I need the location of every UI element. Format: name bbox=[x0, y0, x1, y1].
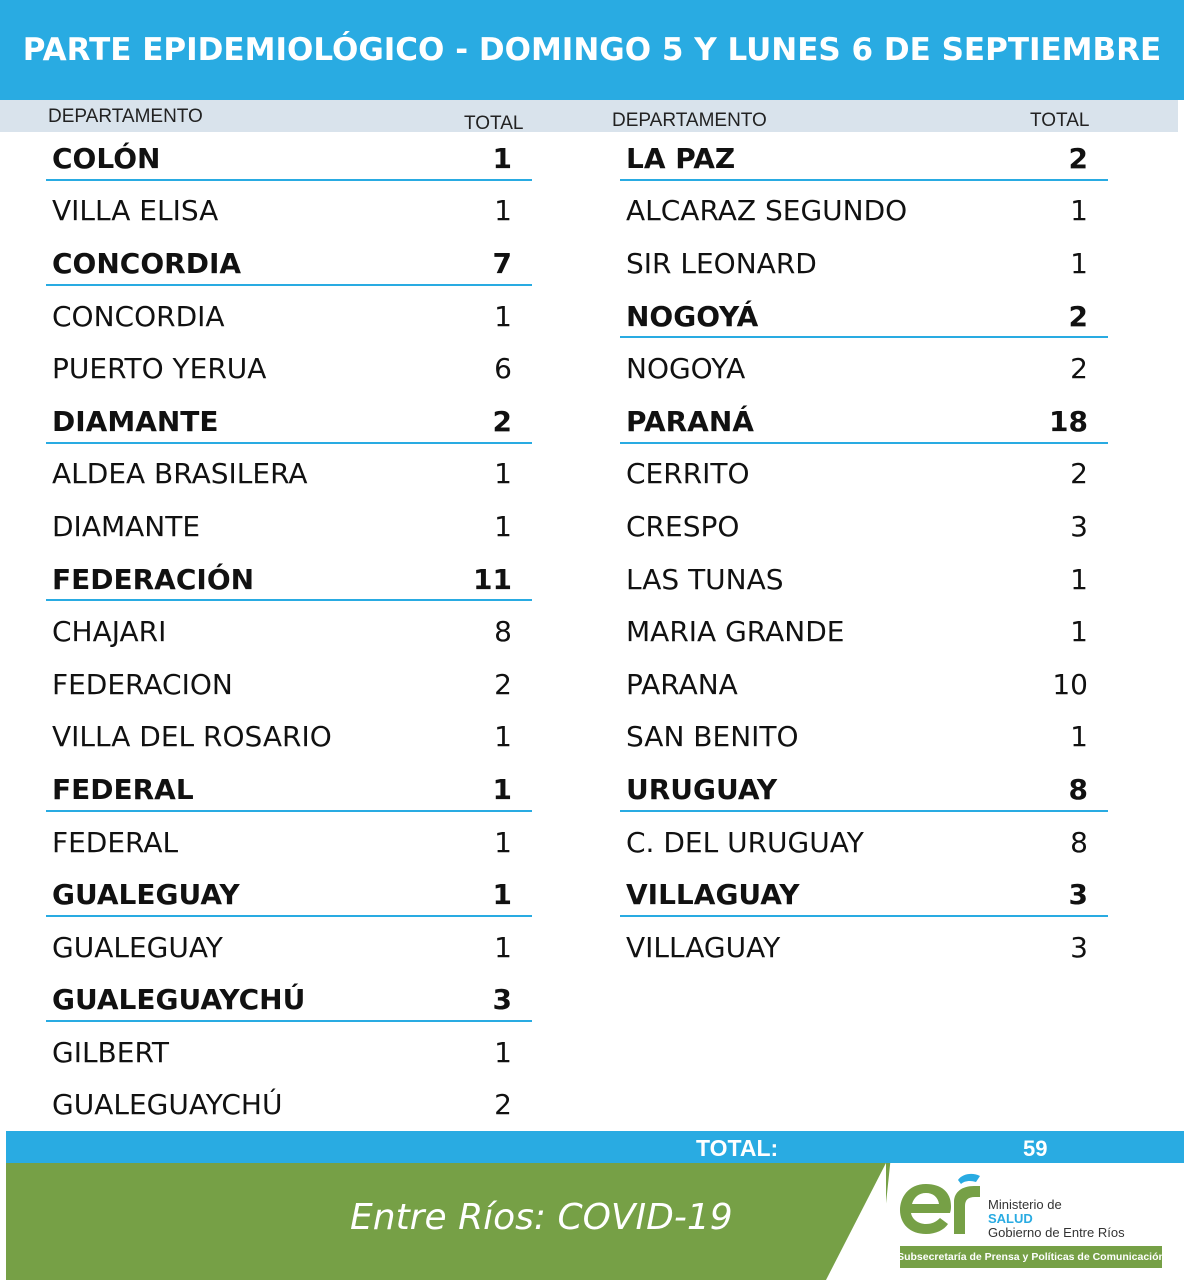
locality-row bbox=[46, 658, 532, 711]
row-value: 11 bbox=[473, 562, 512, 596]
locality-row bbox=[46, 500, 532, 553]
row-value: 2 bbox=[1070, 352, 1088, 386]
row-name: GUALEGUAYCHÚ bbox=[52, 1088, 283, 1122]
row-value: 1 bbox=[494, 299, 512, 333]
locality-row bbox=[620, 500, 1108, 553]
row-name: MARIA GRANDE bbox=[626, 615, 845, 649]
ministry-line3: Gobierno de Entre Ríos bbox=[988, 1225, 1125, 1240]
department-row bbox=[46, 395, 532, 448]
locality-row bbox=[620, 237, 1108, 290]
subsecretaria-bar: Subsecretaría de Prensa y Políticas de Comunicación bbox=[900, 1246, 1162, 1268]
locality-row bbox=[620, 711, 1108, 764]
row-value: 8 bbox=[1068, 772, 1088, 806]
row-name: NOGOYA bbox=[626, 352, 746, 386]
right-table bbox=[620, 132, 1108, 974]
row-name: VILLAGUAY bbox=[626, 878, 800, 912]
locality-row bbox=[620, 605, 1108, 658]
row-name: VILLA DEL ROSARIO bbox=[52, 720, 332, 754]
total-value: 59 bbox=[1023, 1136, 1048, 1161]
row-name: CONCORDIA bbox=[52, 246, 242, 280]
row-value: 1 bbox=[492, 141, 512, 175]
row-name: PUERTO YERUA bbox=[52, 352, 267, 386]
row-value: 6 bbox=[494, 352, 512, 386]
row-value: 1 bbox=[1070, 194, 1088, 228]
title-banner bbox=[0, 0, 1184, 100]
locality-row bbox=[46, 185, 532, 238]
row-name: NOGOYÁ bbox=[626, 299, 759, 333]
department-row bbox=[620, 132, 1108, 185]
department-row bbox=[46, 974, 532, 1027]
department-row bbox=[620, 290, 1108, 343]
row-name: SAN BENITO bbox=[626, 720, 799, 754]
ministry-line1: Ministerio de bbox=[988, 1197, 1062, 1212]
row-value: 3 bbox=[1070, 509, 1088, 543]
row-value: 1 bbox=[492, 772, 512, 806]
row-name: GUALEGUAY bbox=[52, 930, 223, 964]
row-name: GUALEGUAYCHÚ bbox=[52, 983, 306, 1017]
total-bar bbox=[6, 1131, 1184, 1163]
row-value: 1 bbox=[494, 825, 512, 859]
ministry-text bbox=[988, 1198, 1125, 1240]
row-value: 2 bbox=[494, 1088, 512, 1122]
locality-row bbox=[620, 921, 1108, 974]
row-value: 2 bbox=[1068, 141, 1088, 175]
row-value: 1 bbox=[1070, 562, 1088, 596]
department-row bbox=[620, 763, 1108, 816]
left-dept-header: DEPARTAMENTO bbox=[48, 106, 203, 127]
locality-row bbox=[46, 921, 532, 974]
left-total-header: TOTAL bbox=[464, 113, 524, 134]
row-value: 2 bbox=[492, 404, 512, 438]
row-name: DIAMANTE bbox=[52, 509, 201, 543]
locality-row bbox=[46, 711, 532, 764]
row-name: PARANÁ bbox=[626, 404, 754, 438]
right-dept-header: DEPARTAMENTO bbox=[612, 110, 767, 131]
row-value: 2 bbox=[1070, 457, 1088, 491]
row-name: FEDERAL bbox=[52, 825, 179, 859]
row-name: GUALEGUAY bbox=[52, 878, 240, 912]
row-value: 1 bbox=[494, 194, 512, 228]
row-value: 10 bbox=[1052, 667, 1088, 701]
ministry-line2: SALUD bbox=[988, 1211, 1033, 1226]
row-name: CERRITO bbox=[626, 457, 750, 491]
row-value: 3 bbox=[1070, 930, 1088, 964]
row-name: C. DEL URUGUAY bbox=[626, 825, 864, 859]
row-value: 1 bbox=[494, 930, 512, 964]
row-name: FEDERACION bbox=[52, 667, 233, 701]
department-row bbox=[620, 395, 1108, 448]
row-value: 18 bbox=[1049, 404, 1088, 438]
row-name: SIR LEONARD bbox=[626, 246, 817, 280]
row-value: 3 bbox=[1068, 878, 1088, 912]
row-value: 7 bbox=[492, 246, 512, 280]
department-row bbox=[46, 868, 532, 921]
row-name: LAS TUNAS bbox=[626, 562, 784, 596]
row-value: 1 bbox=[492, 878, 512, 912]
department-row bbox=[620, 868, 1108, 921]
footer-caption: Entre Ríos: COVID-19 bbox=[350, 1197, 733, 1238]
locality-row bbox=[620, 448, 1108, 501]
row-value: 1 bbox=[494, 509, 512, 543]
locality-row bbox=[620, 816, 1108, 869]
department-row bbox=[46, 132, 532, 185]
row-value: 3 bbox=[492, 983, 512, 1017]
row-value: 1 bbox=[1070, 615, 1088, 649]
row-value: 8 bbox=[494, 615, 512, 649]
department-row bbox=[46, 553, 532, 606]
locality-row bbox=[620, 185, 1108, 238]
locality-row bbox=[620, 658, 1108, 711]
page-title: PARTE EPIDEMIOLÓGICO - DOMINGO 5 Y LUNES 6 DE SEPTIEMBRE bbox=[22, 32, 1162, 68]
row-name: ALCARAZ SEGUNDO bbox=[626, 194, 908, 228]
row-name: DIAMANTE bbox=[52, 404, 219, 438]
row-value: 1 bbox=[494, 720, 512, 754]
row-value: 1 bbox=[1070, 720, 1088, 754]
row-name: CONCORDIA bbox=[52, 299, 225, 333]
locality-row bbox=[46, 605, 532, 658]
row-name: CHAJARI bbox=[52, 615, 167, 649]
locality-row bbox=[46, 1026, 532, 1079]
department-row bbox=[46, 763, 532, 816]
er-logo-icon bbox=[896, 1172, 986, 1244]
row-name: URUGUAY bbox=[626, 772, 778, 806]
row-value: 2 bbox=[1068, 299, 1088, 333]
locality-row bbox=[620, 553, 1108, 606]
row-name: PARANA bbox=[626, 667, 738, 701]
row-value: 1 bbox=[494, 457, 512, 491]
locality-row bbox=[46, 816, 532, 869]
row-name: CRESPO bbox=[626, 509, 740, 543]
total-label: TOTAL: bbox=[696, 1135, 779, 1161]
row-name: GILBERT bbox=[52, 1035, 169, 1069]
locality-row bbox=[46, 1079, 532, 1132]
department-row bbox=[46, 237, 532, 290]
row-name: FEDERAL bbox=[52, 772, 194, 806]
row-name: VILLAGUAY bbox=[626, 930, 781, 964]
row-value: 1 bbox=[494, 1035, 512, 1069]
row-value: 1 bbox=[1070, 246, 1088, 280]
locality-row bbox=[46, 448, 532, 501]
right-total-header: TOTAL bbox=[1030, 110, 1090, 131]
locality-row bbox=[46, 342, 532, 395]
row-name: COLÓN bbox=[52, 141, 161, 175]
row-name: VILLA ELISA bbox=[52, 194, 219, 228]
row-value: 8 bbox=[1070, 825, 1088, 859]
row-name: ALDEA BRASILERA bbox=[52, 457, 308, 491]
locality-row bbox=[46, 290, 532, 343]
row-name: LA PAZ bbox=[626, 141, 736, 175]
locality-row bbox=[620, 342, 1108, 395]
row-name: FEDERACIÓN bbox=[52, 562, 255, 596]
left-table bbox=[46, 132, 532, 1131]
row-value: 2 bbox=[494, 667, 512, 701]
